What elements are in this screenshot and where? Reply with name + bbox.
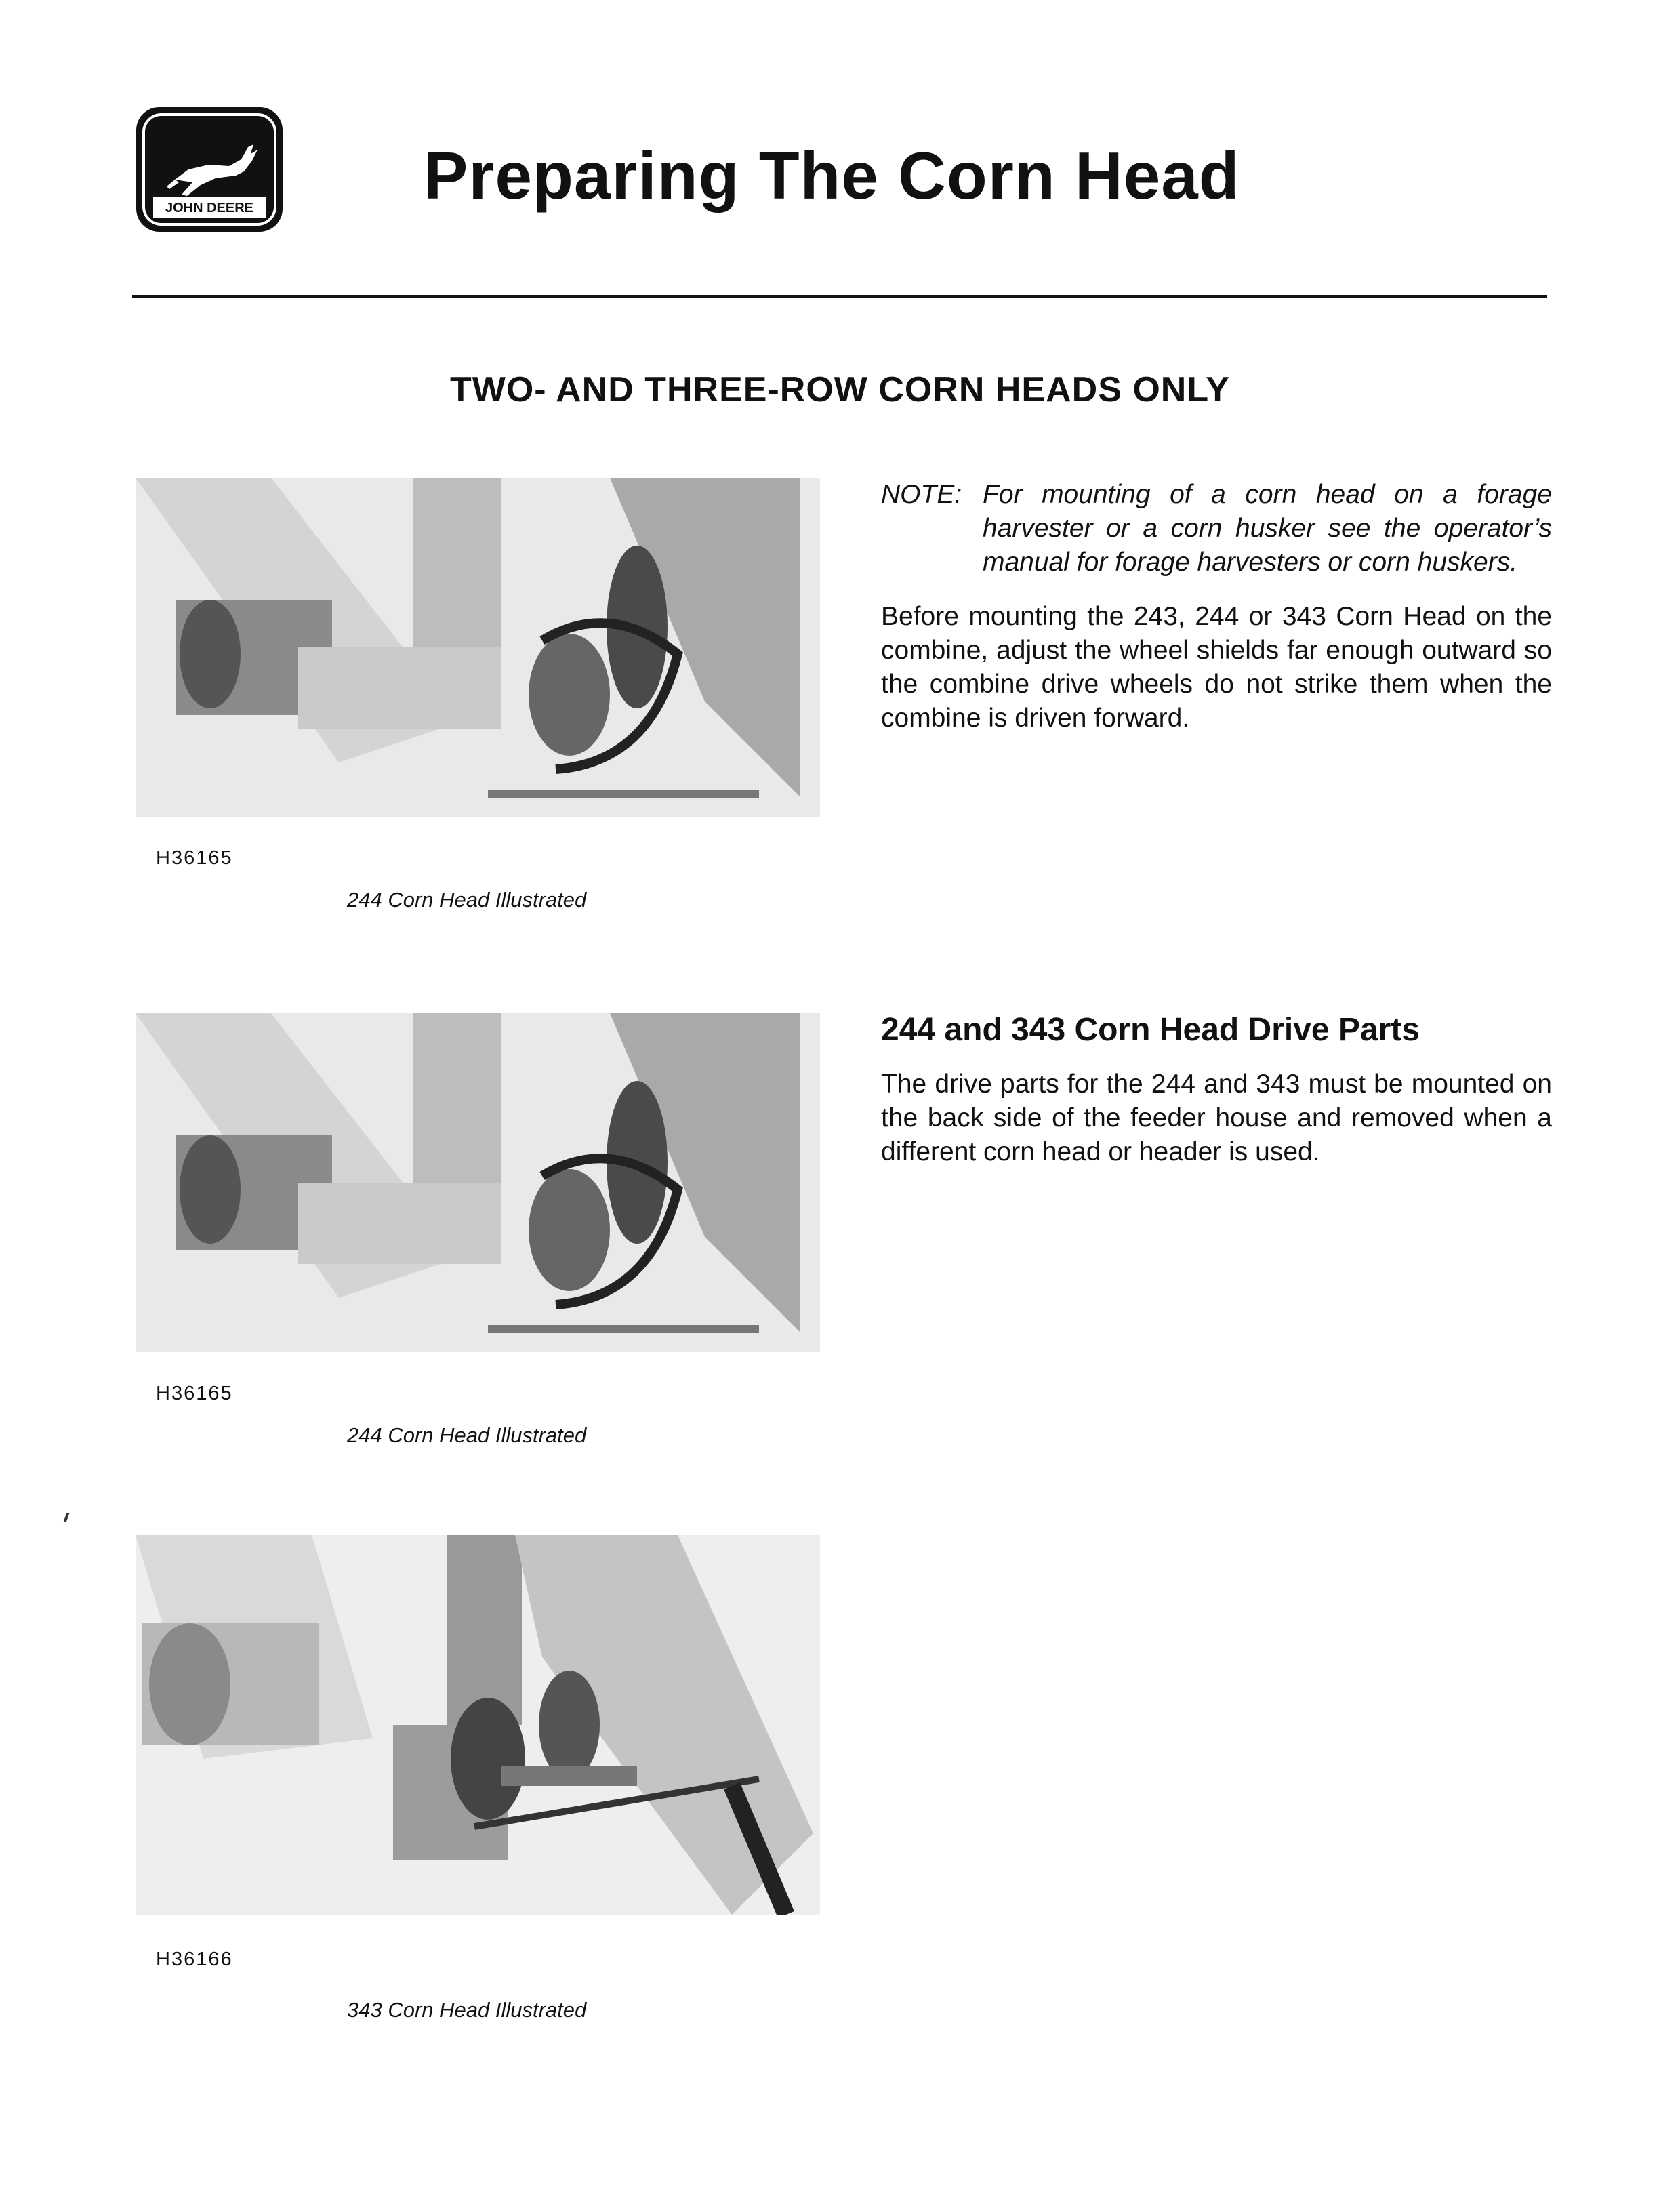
section-heading: TWO- AND THREE-ROW CORN HEADS ONLY (449, 370, 1230, 409)
john-deere-logo (134, 105, 285, 234)
corn-head-photo (136, 1013, 820, 1352)
drive-parts-paragraph: The drive parts for the 244 and 343 must be mounted on the back side of the feeder house and removed when a different corn head or header is used. (881, 1069, 1552, 1166)
figure-3 (136, 1535, 820, 2043)
figure-code: H36165 (156, 847, 233, 869)
corn-head-photo (136, 1535, 820, 1915)
figure-1 (136, 478, 820, 925)
note (881, 478, 1552, 579)
header-divider (132, 295, 1547, 298)
svg-text:JOHN DEERE: JOHN DEERE (165, 201, 254, 216)
figure-caption: 244 Corn Head Illustrated (347, 1423, 587, 1447)
corn-head-photo (136, 478, 820, 817)
figure-2 (136, 1013, 820, 1461)
note-text: For mounting of a corn head on a forage harvester or a corn husker see the operator’s manual for forage harvesters or corn huskers. (983, 480, 1552, 577)
figure-caption: 244 Corn Head Illustrated (347, 888, 587, 912)
figure-caption: 343 Corn Head Illustrated (347, 1998, 587, 2022)
page-title: Preparing The Corn Head (424, 138, 1240, 213)
note-label: NOTE: (881, 480, 962, 509)
drive-parts-heading: 244 and 343 Corn Head Drive Parts (881, 1012, 1420, 1048)
figure-code: H36165 (156, 1383, 233, 1404)
figure-code: H36166 (156, 1949, 233, 1970)
intro-paragraph: Before mounting the 243, 244 or 343 Corn Head on the combine, adjust the wheel shields far enough outward so the combine drive wheels do not strike them when the combine is driven forward. (881, 602, 1552, 733)
scan-mark (64, 1513, 70, 1523)
